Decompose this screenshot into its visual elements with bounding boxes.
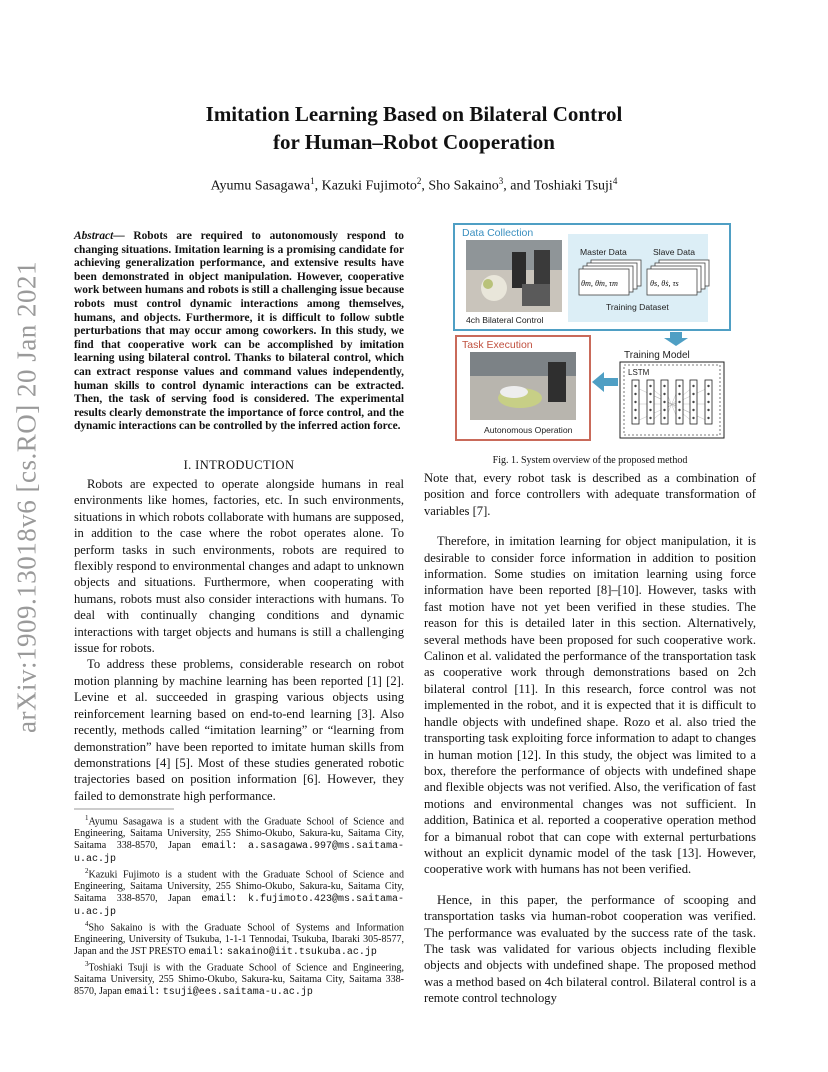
email-2[interactable]: k.fujimoto.423@ms.saitama-u.ac.jp — [74, 894, 405, 918]
paper-title — [0, 100, 828, 156]
data-collection-label: Data Collection — [462, 227, 534, 239]
training-dataset-label: Training Dataset — [606, 302, 669, 312]
task-execution-label: Task Execution — [462, 339, 533, 351]
intro-paragraph-2: To address these problems, considerable research on robot motion planning by machine learning has been reported [1] [2]. Levine et al. succeeded in grasping various objects using reinforcement learning based on end-to-end learning [3]. Also recently, methods called “imitation learning” or “learning from demonstration” have been reported to imitate human skills from demonstrations [4] [5]. Most of these studies generated robotic trajectories based on position information [6]. However, they failed to demonstrate high performance. — [74, 657, 404, 803]
author-list — [0, 176, 828, 195]
email-3[interactable]: sakaino@iit.tsukuba.ac.jp — [226, 947, 377, 959]
title-line-1: Imitation Learning Based on Bilateral Control — [205, 102, 623, 126]
abstract-text: — Robots are required to autonomously respond to changing situations. Imitation learning is a promising candidate for achieving generalization performance, and extensive results have been demonstrated in object manipulation. However, cooperative work between humans and robots is still a challenging issue because robots must control dynamic interactions among themselves, humans, and objects. Furthermore, it is difficult to follow subtle perturbations that may occur among coworkers. In this study, we find that cooperative work can be accomplished by imitation learning using bilateral control. Thanks to bilateral control, which can extract response values and command values independently, human skills to control dynamic interactions can be extracted. Then, the task of serving food is considered. The experimental results clearly demonstrate the importance of force control, and the dynamic interactions can be controlled by the inferred action force. — [74, 230, 404, 433]
author-4: Toshiaki Tsuji — [533, 178, 613, 194]
right-paragraph-3: Hence, in this paper, the performance of scooping and transportation tasks via human-robot cooperation was verified. The performance was evaluated by the success rate of the task. The task was validated for various objects including flexible objects and objects with undefined shape. The proposed method was a method based on 4ch bilateral control. Bilateral control is a remote control technology — [424, 892, 756, 1006]
footnote-4: $^3$Toshiaki Tsuji is with the Graduate School of Science and Engineering, Saitama University, 255 Shimo-Okubo, Sakura-ku, Saitama City, Saitama 338-8570, Japan email: tsuji@ees.saitama-u.ac.jp — [74, 959, 404, 999]
title-line-2: for Human–Robot Cooperation — [273, 130, 555, 154]
author-sep: , and — [503, 178, 534, 194]
section-heading: I. INTRODUCTION — [183, 458, 295, 472]
author-2: Kazuki Fujimoto — [321, 178, 417, 194]
master-variables: θm, θ̇m, τm — [581, 279, 618, 288]
email-1[interactable]: a.sasagawa.997@ms.saitama-u.ac.jp — [74, 841, 405, 866]
footnote-rule — [74, 808, 174, 810]
bilateral-photo — [466, 240, 562, 312]
slave-data-label: Slave Data — [653, 247, 696, 257]
intro-body — [74, 476, 404, 804]
footnote-2: $^2$Kazuki Fujimoto is a student with the Graduate School of Science and Engineering, Saitama University, 255 Shimo-Okubo, Sakura-ku, Saitama City, Saitama 338-8570, Japan email: k.fujimoto.423@ms.saitama-u.ac.jp — [74, 866, 405, 918]
abstract-label: Abstract — [74, 230, 114, 242]
author-1: Ayumu Sasagawa — [210, 178, 311, 194]
right-paragraph-1: Note that, every robot task is described as a combination of position and force controllers with adequate transformation of variables [7]. — [424, 471, 756, 518]
author-2-mark: 2 — [416, 176, 422, 186]
footnotes — [74, 813, 404, 999]
training-model-label: Training Model — [624, 350, 690, 361]
author-sep: , — [314, 178, 322, 194]
email-4[interactable]: tsuji@ees.saitama-u.ac.jp — [162, 987, 313, 999]
master-data-stack — [579, 260, 641, 295]
footnote-3: $^4$Sho Sakaino is with the Graduate School of Systems and Information Engineering, University of Tsukuba, 1-1-1 Tennodai, Tsukuba, Ibaraki 305-8577, Japan and the JST PRESTO email: sakaino@iit.tsukuba.ac.jp — [74, 919, 404, 959]
abstract — [74, 230, 404, 434]
down-arrow-icon — [664, 332, 688, 346]
author-sep: , — [421, 178, 429, 194]
footnote-1: $^1$Ayumu Sasagawa is a student with the Graduate School of Science and Engineering, Saitama University, 255 Shimo-Okubo, Sakura-ku, Saitama City, Saitama 338-8570, Japan email: a.sasagawa.997@ms.saitama-u.ac.jp — [74, 814, 405, 866]
author-4-mark: 4 — [612, 176, 618, 186]
right-paragraph-2: Therefore, in imitation learning for object manipulation, it is desirable to consider force information in addition to position information. Some studies on imitation learning using force information have been reported [8]–[10]. However, tasks with fast motion have not yet been verified in these studies. The reason for this is detailed later in this section. Alternatively, several methods have been proposed for such cooperative work. Calinon et al. validated the performance of the transportation task as cooperative work through demonstrations based on 2ch bilateral control [11]. In this research, force control was not implemented in the robot, and it is expected that it is difficult to handle objects with undefined shape. Rozo et al. also tried the transporting task exploiting force information to adapt to changes in human motion [12]. In this study, the object was limited to a box, therefore the performance of objects with undefined shape and flexible objects was not verified. Also, the verification of fast motions and environmental changes was not sufficient. In addition, Batinica et al. reported a cooperative operation method for a bimanual robot that can cope with external perturbations without an explicit dynamic model of the task [13]. However, cooperative work with humans has not been verified. — [424, 534, 756, 877]
autonomous-photo — [470, 352, 576, 420]
figure-caption: Fig. 1. System overview of the proposed method — [492, 455, 688, 466]
author-1-mark: 1 — [310, 176, 315, 186]
master-data-label: Master Data — [580, 247, 627, 257]
author-3: Sho Sakaino — [428, 178, 499, 194]
lstm-label: LSTM — [628, 368, 650, 377]
autonomous-operation-label: Autonomous Operation — [484, 425, 573, 435]
figure-system-overview — [452, 222, 732, 444]
arxiv-stamp — [12, 262, 42, 732]
intro-paragraph-1: Robots are expected to operate alongside humans in real environments like homes, factories, etc. In such environments, situations in which robots collaborate with humans are supposed, in addition to the case where the robot operates alone. To perform tasks in such environments, robots are required to flexibly respond to environmental changes and adapt to unknown objects and situations. Furthermore, when cooperating with humans, robots must also consider interactions with humans. To deal with continually changing conditions and dynamic interactions with target objects and humans is still a challenging issue for robots. — [74, 477, 404, 656]
bilateral-control-label: 4ch Bilateral Control — [466, 315, 544, 325]
slave-variables: θs, θ̇s, τs — [650, 279, 679, 288]
slave-data-stack — [647, 260, 709, 295]
right-column-body — [424, 470, 756, 1007]
left-arrow-icon — [592, 372, 618, 392]
arxiv-id: arXiv:1909.13018v6 [cs.RO] 20 Jan 2021 — [11, 261, 42, 733]
author-3-mark: 3 — [498, 176, 504, 186]
